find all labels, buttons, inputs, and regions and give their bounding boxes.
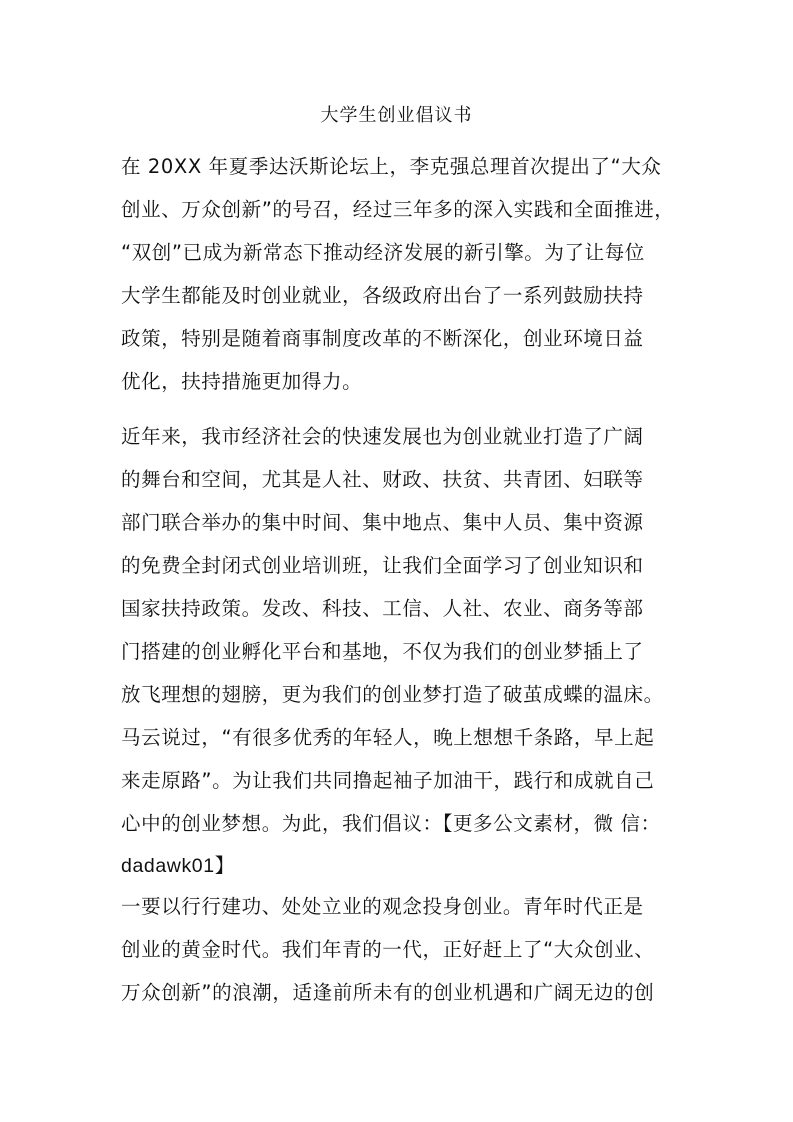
text-line: 大学生都能及时创业就业，各级政府出台了一系列鼓励扶持: [121, 284, 644, 307]
text-line: 一要以行行建功、处处立业的观念投身创业。青年时代正是: [121, 895, 644, 918]
text-line: 政策，特别是随着商事制度改革的不断深化，创业环境日益: [121, 327, 644, 350]
text-line: 放飞理想的翅膀，更为我们的创业梦打造了破茧成蝶的温床。: [121, 683, 664, 706]
text-line: 部门联合举办的集中时间、集中地点、集中人员、集中资源: [121, 511, 644, 534]
text-line: dadawk01】: [121, 855, 235, 877]
text-line: 心中的创业梦想。为此，我们倡议：【更多公文素材，微 信：: [121, 812, 661, 835]
text-line: 的舞台和空间，尤其是人社、财政、扶贫、共青团、妇联等: [121, 468, 644, 491]
text-line: 万众创新”的浪潮，适逢前所未有的创业机遇和广阔无边的创: [121, 981, 655, 1004]
paragraph-2: [121, 415, 681, 888]
text-line: “双创”已成为新常态下推动经济发展的新引擎。为了让每位: [121, 241, 645, 264]
text-line: 优化，扶持措施更加得力。: [121, 370, 363, 393]
text-line: 在 20XX 年夏季达沃斯论坛上，李克强总理首次提出了“大众: [121, 155, 662, 178]
text-line: 马云说过，“有很多优秀的年轻人，晚上想想千条路，早上起: [121, 726, 655, 749]
text-line: 的免费全封闭式创业培训班，让我们全面学习了创业知识和: [121, 554, 644, 577]
text-line: 来走原路”。为让我们共同撸起袖子加油干，践行和成就自己: [121, 769, 655, 792]
paragraph-1: [121, 145, 681, 403]
text-line: 近年来，我市经济社会的快速发展也为创业就业打造了广阔: [121, 425, 644, 448]
text-line: 创业的黄金时代。我们年青的一代，正好赶上了“大众创业、: [121, 938, 655, 961]
text-line: 门搭建的创业孵化平台和基地，不仅为我们的创业梦插上了: [121, 640, 644, 663]
text-line: 创业、万众创新”的号召，经过三年多的深入实践和全面推进，: [121, 198, 675, 221]
text-line: 国家扶持政策。发改、科技、工信、人社、农业、商务等部: [121, 597, 644, 620]
document-title: 大学生创业倡议书: [320, 105, 473, 126]
paragraph-3: [121, 885, 681, 1014]
